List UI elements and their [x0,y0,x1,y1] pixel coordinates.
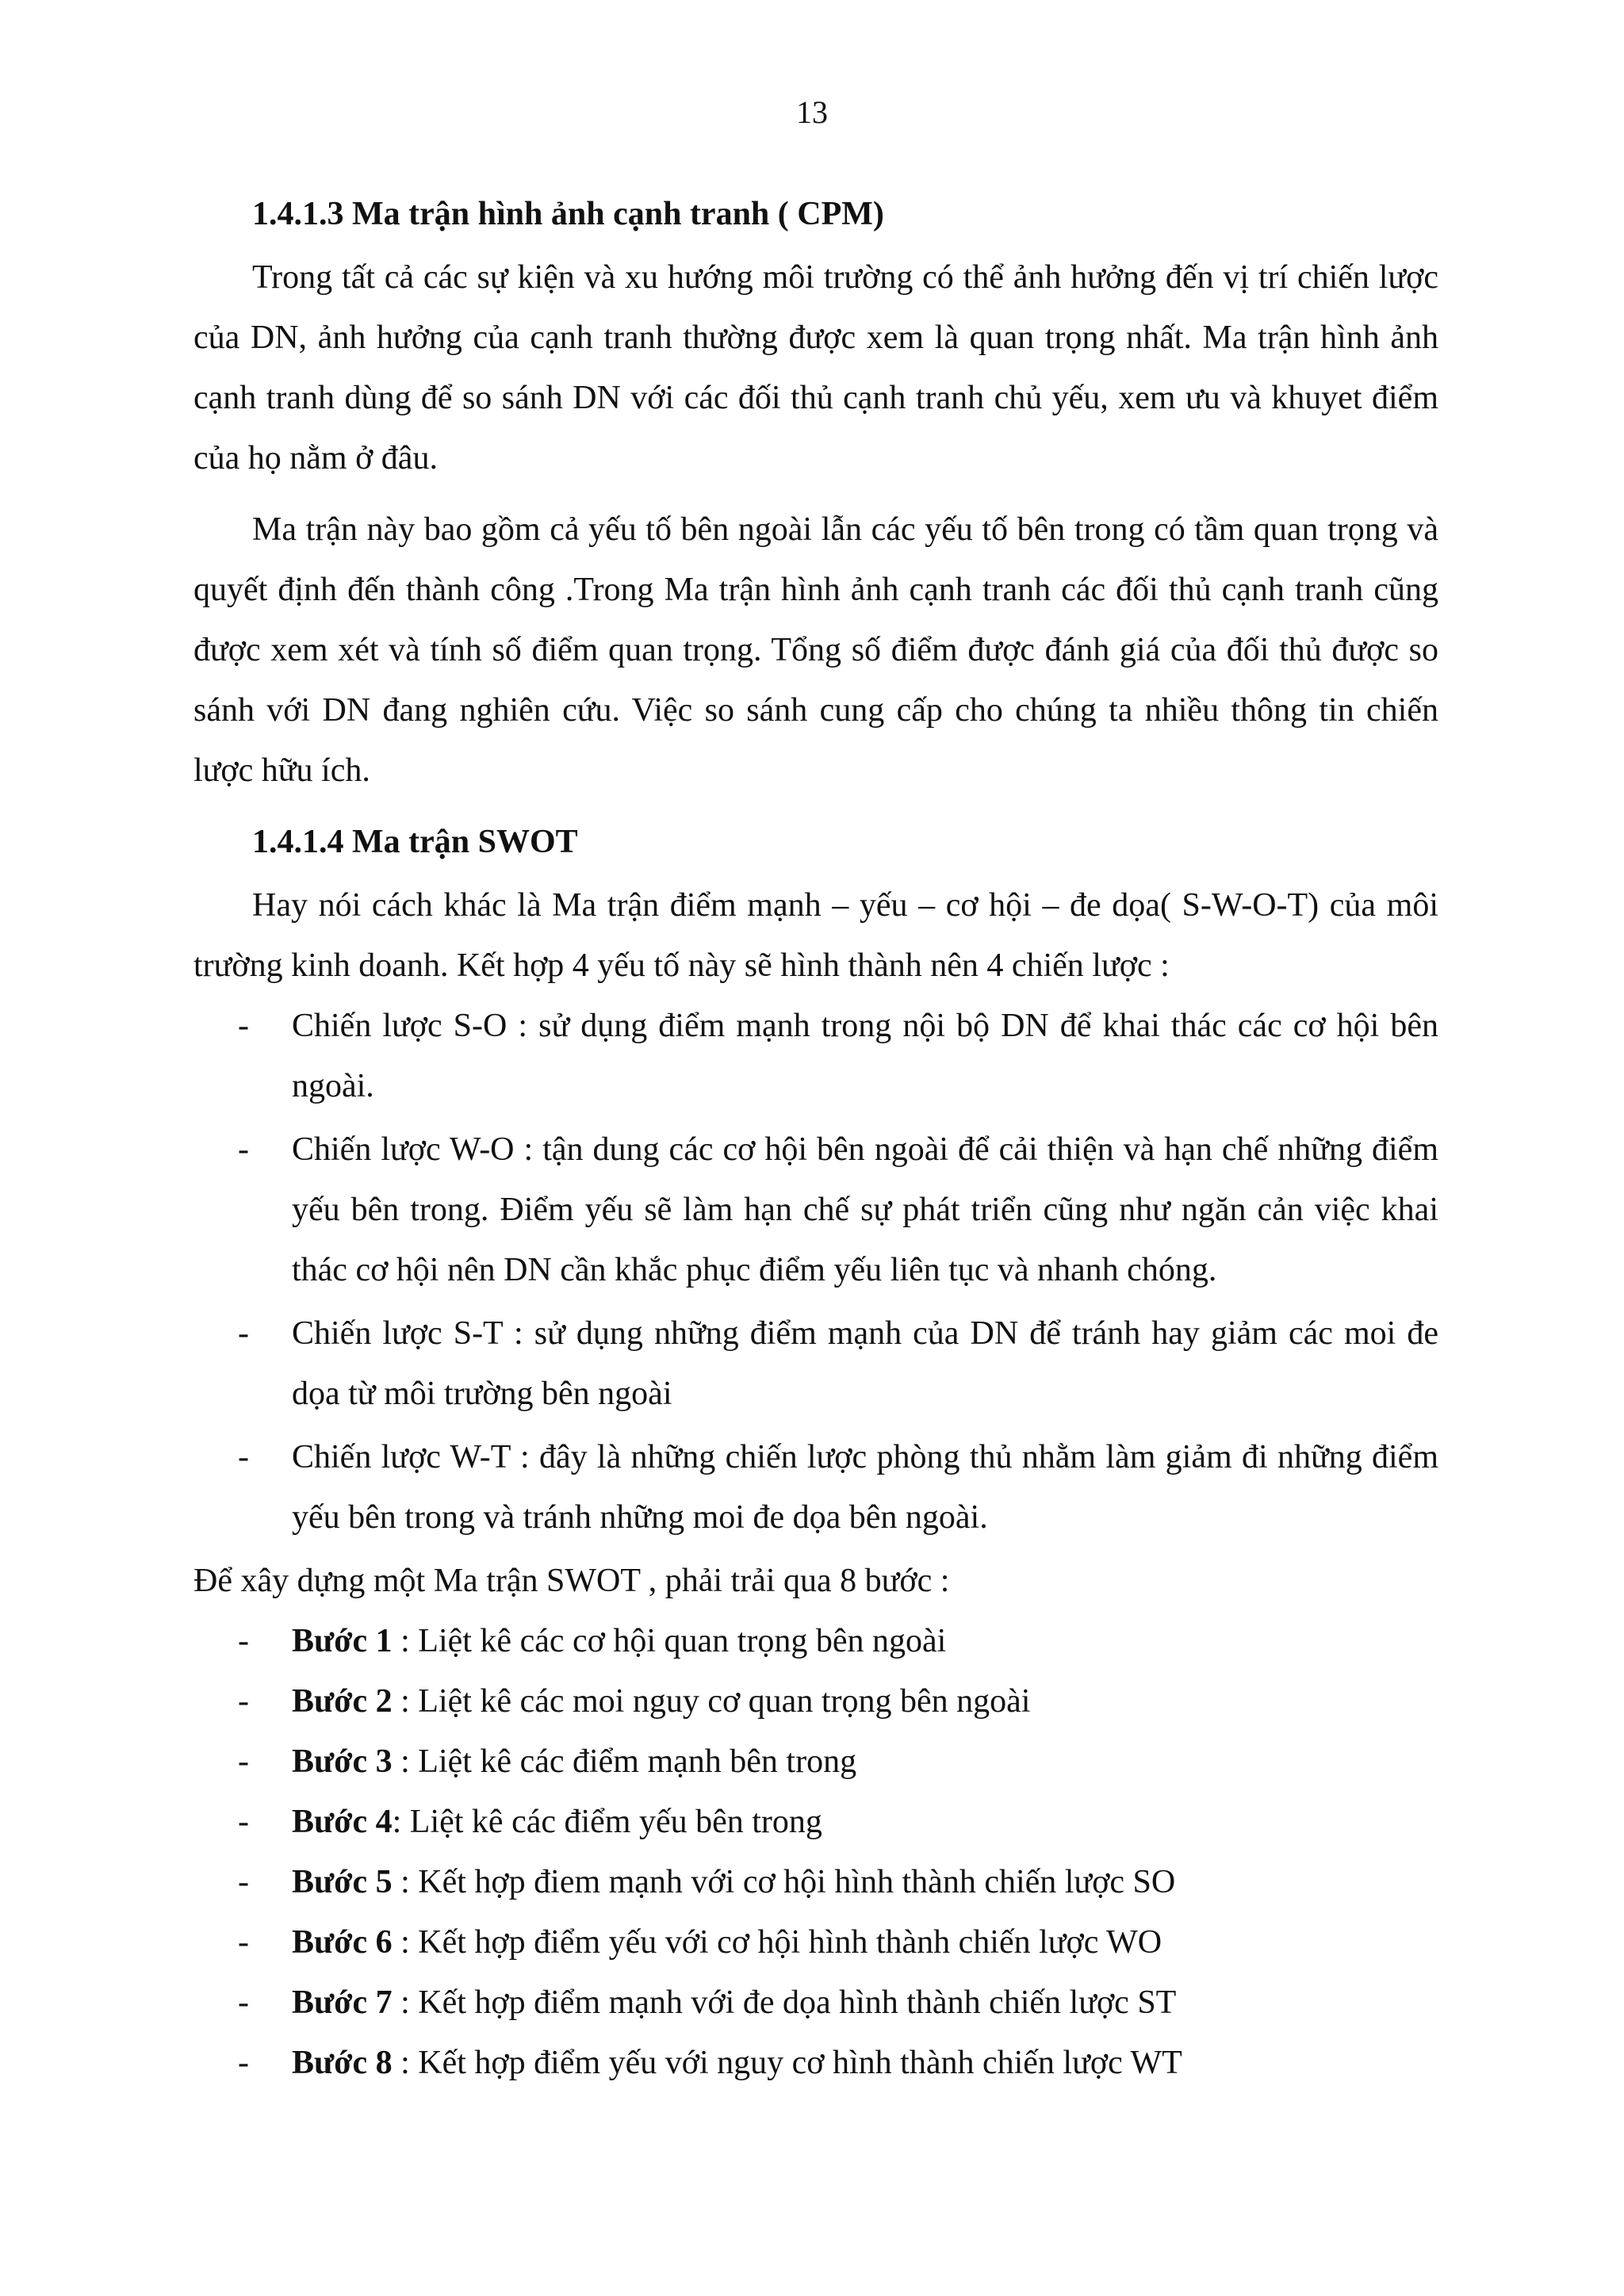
list-dash: - [238,1683,249,1720]
step-text: : Kết hợp điem mạnh với cơ hội hình thành chiến lược SO [392,1864,1176,1900]
list-dash: - [238,1131,249,1168]
list-item [193,2033,1438,2093]
step-text: : Kết hợp điểm mạnh với đe dọa hình thành chiến lược ST [392,1984,1177,2021]
strategy-list [193,996,1438,1548]
paragraph: Hay nói cách khác là Ma trận điểm mạnh – yếu – cơ hội – đe dọa( S-W-O-T) của môi trường kinh doanh. Kết hợp 4 yếu tố này sẽ hình thành nên 4 chiến lược : [193,887,1438,984]
paragraph: Trong tất cả các sự kiện và xu hướng môi trường có thể ảnh hưởng đến vị trí chiến lược của DN, ảnh hưởng của cạnh tranh thường được xem là quan trọng nhất. Ma trận hình ảnh cạnh tranh dùng để so sánh DN với các đối thủ cạnh tranh chủ yếu, xem ưu và khuyet điểm của họ nằm ở đâu. [193,259,1438,476]
paragraph: Ma trận này bao gồm cả yếu tố bên ngoài lẫn các yếu tố bên trong có tầm quan trọng và quyết định đến thành công .Trong Ma trận hình ảnh cạnh tranh các đối thủ cạnh tranh cũng được xem xét và tính số điểm quan trọng. Tổng số điểm được đánh giá của đối thủ được so sánh với DN đang nghiên cứu. Việc so sánh cung cấp cho chúng ta nhiều thông tin chiến lược hữu ích. [193,511,1438,789]
strategy-text: Chiến lược W-O : tận dung các cơ hội bên ngoài để cải thiện và hạn chế những điểm yếu bên trong. Điểm yếu sẽ làm hạn chế sự phát triển cũng như ngăn cản việc khai thác cơ hội nên DN cần khắc phục điểm yếu liên tục và nhanh chóng. [292,1131,1438,1288]
step-text: : Liệt kê các moi nguy cơ quan trọng bên ngoài [392,1683,1031,1720]
list-dash: - [238,1623,249,1659]
list-item [193,1611,1438,1671]
page-content [193,184,1438,2093]
list-item [193,996,1438,1116]
section-heading-cpm: 1.4.1.3 Ma trận hình ảnh cạnh tranh ( CPM) [252,196,884,232]
list-dash: - [238,1315,249,1352]
list-dash: - [238,2045,249,2081]
list-dash: - [238,1924,249,1961]
step-name: Bước 7 [292,1984,393,2021]
steps-list [193,1611,1438,2093]
step-text: : Liệt kê các điểm yếu bên trong [392,1804,822,1840]
list-item [193,1792,1438,1852]
step-name: Bước 1 [292,1623,393,1659]
list-dash: - [238,1008,249,1044]
list-item [193,1119,1438,1300]
step-name: Bước 5 [292,1864,393,1900]
step-name: Bước 4 [292,1804,393,1840]
step-name: Bước 3 [292,1743,393,1780]
step-text: : Kết hợp điểm yếu với nguy cơ hình thành chiến lược WT [392,2045,1182,2081]
step-text: : Liệt kê các điểm mạnh bên trong [392,1743,857,1780]
list-item [193,1671,1438,1732]
list-dash: - [238,1984,249,2021]
list-item [193,1912,1438,1973]
step-name: Bước 2 [292,1683,393,1720]
list-item [193,1852,1438,1912]
strategy-text: Chiến lược S-O : sử dụng điểm mạnh trong nội bộ DN để khai thác các cơ hội bên ngoài. [292,1008,1438,1104]
list-dash: - [238,1864,249,1900]
page-number: 13 [796,94,828,130]
steps-intro: Để xây dựng một Ma trận SWOT , phải trải qua 8 bước : [193,1563,950,1599]
list-item [193,1973,1438,2033]
list-dash: - [238,1439,249,1475]
list-item [193,1732,1438,1792]
step-name: Bước 8 [292,2045,393,2081]
list-item [193,1427,1438,1548]
strategy-text: Chiến lược S-T : sử dụng những điểm mạnh của DN để tránh hay giảm các moi đe dọa từ môi trường bên ngoài [292,1315,1438,1412]
step-text: : Liệt kê các cơ hội quan trọng bên ngoài [392,1623,947,1659]
step-text: : Kết hợp điểm yếu với cơ hội hình thành chiến lược WO [392,1924,1162,1961]
section-heading-swot: 1.4.1.4 Ma trận SWOT [252,824,578,860]
strategy-text: Chiến lược W-T : đây là những chiến lược phòng thủ nhằm làm giảm đi những điểm yếu bên trong và tránh những moi đe dọa bên ngoài. [292,1439,1438,1536]
list-item [193,1303,1438,1424]
list-dash: - [238,1743,249,1780]
list-dash: - [238,1804,249,1840]
step-name: Bước 6 [292,1924,393,1961]
